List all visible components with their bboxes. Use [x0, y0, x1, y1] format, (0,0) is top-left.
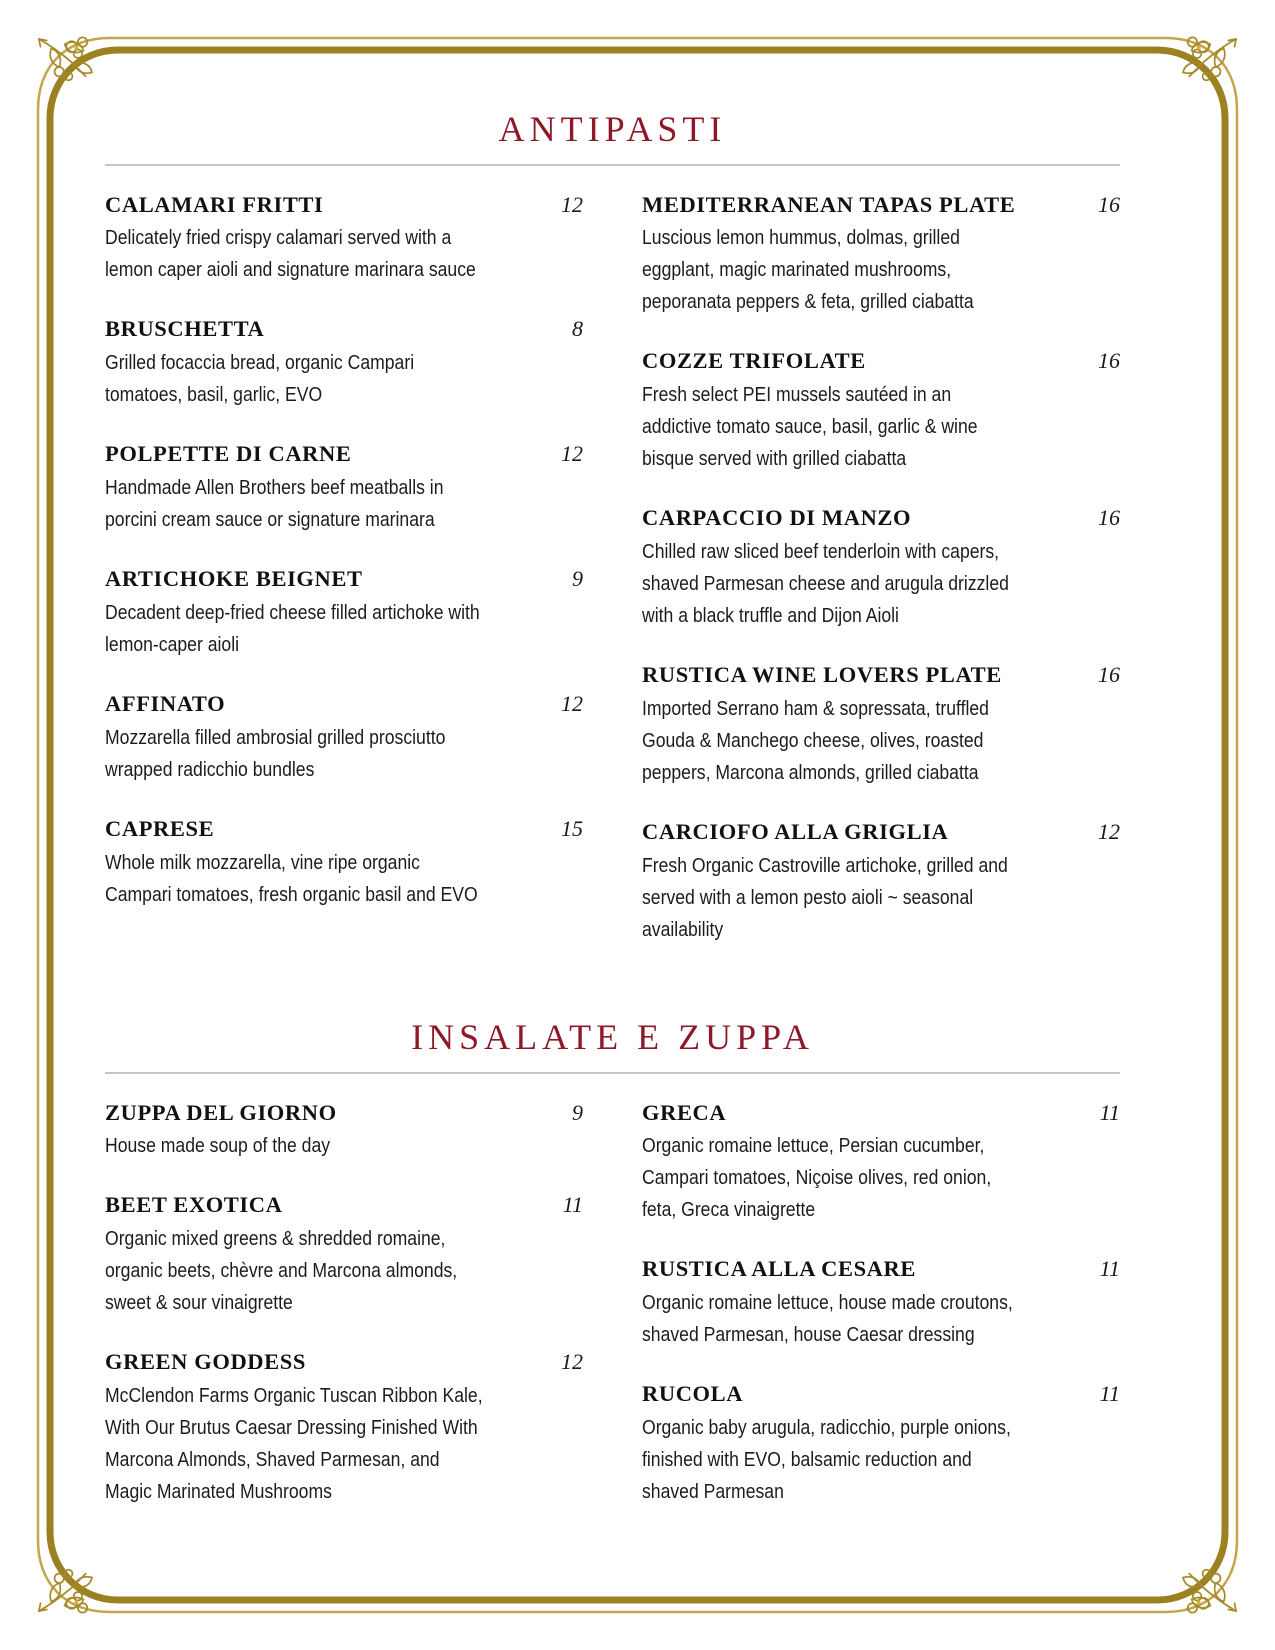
- menu-item-description: Whole milk mozzarella, vine ripe organic Campari tomatoes, fresh organic basil and EVO: [105, 851, 478, 906]
- menu-item-header: [105, 566, 583, 592]
- menu-item-header: [642, 819, 1120, 845]
- menu-item-description: Delicately fried crispy calamari served with a lemon caper aioli and signature marinara sauce: [105, 227, 476, 282]
- menu-item-name: AFFINATO: [105, 691, 226, 717]
- menu-content: [105, 110, 1120, 1508]
- menu-item[interactable]: [105, 816, 583, 911]
- menu-item[interactable]: [642, 1381, 1120, 1508]
- section-title-insalate-e-zuppa: INSALATE E ZUPPA: [411, 1016, 814, 1057]
- menu-item-name: CARCIOFO ALLA GRIGLIA: [642, 819, 949, 845]
- menu-item-header: [105, 441, 583, 467]
- section-columns: [105, 1100, 1120, 1509]
- menu-item-description: Chilled raw sliced beef tenderloin with capers, shaved Parmesan cheese and arugula drizzled with a black truffle and Dijon Aioli: [642, 541, 1009, 628]
- menu-item-name: COZZE TRIFOLATE: [642, 348, 866, 374]
- menu-item-description: Fresh select PEI mussels sautéed in an addictive tomato sauce, basil, garlic & wine bisque served with grilled ciabatta: [642, 384, 978, 471]
- menu-item[interactable]: [105, 691, 583, 786]
- menu-item-name: GRECA: [642, 1099, 727, 1125]
- menu-item-price: 11: [1099, 1381, 1120, 1407]
- menu-item-header: [642, 1256, 1120, 1282]
- menu-item[interactable]: [642, 1256, 1120, 1351]
- menu-item[interactable]: [105, 1349, 583, 1508]
- section-columns: [105, 192, 1120, 946]
- menu-item-description: House made soup of the day: [105, 1135, 331, 1158]
- antipasti-left-column: [105, 192, 583, 911]
- menu-item-price: 12: [561, 1349, 583, 1375]
- menu-item-description: Fresh Organic Castroville artichoke, grilled and served with a lemon pesto aioli ~ seasonal availability: [642, 854, 1008, 941]
- menu-item-price: 12: [561, 191, 583, 217]
- ornament-bottom-left: [39, 1570, 92, 1613]
- menu-item-price: 16: [1098, 191, 1120, 217]
- menu-item-name: CARPACCIO DI MANZO: [642, 505, 912, 531]
- menu-item[interactable]: [642, 505, 1120, 632]
- menu-item-name: RUSTICA WINE LOVERS PLATE: [642, 662, 1002, 688]
- menu-item-description: McClendon Farms Organic Tuscan Ribbon Kale, With Our Brutus Caesar Dressing Finished With Marcona Almonds, Shaved Parmesan, and Magic Marinated Mushrooms: [105, 1385, 483, 1504]
- menu-item-header: [105, 192, 583, 218]
- menu-item-name: CALAMARI FRITTI: [105, 191, 324, 217]
- menu-item-header: [105, 1349, 583, 1375]
- menu-section-insalate-e-zuppa: [105, 1018, 1120, 1508]
- menu-item-price: 12: [561, 441, 583, 467]
- menu-item[interactable]: [105, 316, 583, 411]
- menu-item-header: [642, 1381, 1120, 1407]
- menu-item[interactable]: [642, 1100, 1120, 1227]
- menu-item-price: 12: [1098, 819, 1120, 845]
- menu-item-header: [105, 1100, 583, 1126]
- menu-item[interactable]: [105, 1100, 583, 1163]
- menu-item-price: 12: [561, 691, 583, 717]
- menu-item-description: Organic mixed greens & shredded romaine, organic beets, chèvre and Marcona almonds, sweet & sour vinaigrette: [105, 1228, 458, 1315]
- menu-item[interactable]: [642, 348, 1120, 475]
- menu-item[interactable]: [642, 819, 1120, 946]
- menu-item[interactable]: [642, 192, 1120, 319]
- menu-item-header: [642, 1100, 1120, 1126]
- menu-item-price: 9: [572, 1099, 583, 1125]
- menu-item-description: Imported Serrano ham & sopressata, truffled Gouda & Manchego cheese, olives, roasted peppers, Marcona almonds, grilled ciabatta: [642, 698, 989, 785]
- menu-item-header: [105, 316, 583, 342]
- insalate-left-column: [105, 1100, 583, 1509]
- menu-item[interactable]: [105, 566, 583, 661]
- menu-item-description: Organic romaine lettuce, house made croutons, shaved Parmesan, house Caesar dressing: [642, 1292, 1013, 1347]
- menu-item-header: [105, 816, 583, 842]
- menu-item-description: Luscious lemon hummus, dolmas, grilled eggplant, magic marinated mushrooms, peporanata peppers & feta, grilled ciabatta: [642, 227, 974, 314]
- antipasti-right-column: [642, 192, 1120, 946]
- menu-item-price: 9: [572, 566, 583, 592]
- menu-item-price: 8: [572, 316, 583, 342]
- menu-item-price: 11: [1099, 1256, 1120, 1282]
- menu-item-name: MEDITERRANEAN TAPAS PLATE: [642, 191, 1016, 217]
- menu-item-price: 15: [561, 815, 583, 841]
- menu-item-price: 16: [1098, 348, 1120, 374]
- menu-item-name: BRUSCHETTA: [105, 316, 265, 342]
- menu-item-name: ZUPPA DEL GIORNO: [105, 1099, 337, 1125]
- insalate-right-column: [642, 1100, 1120, 1509]
- section-title-antipasti: ANTIPASTI: [498, 109, 727, 149]
- menu-item[interactable]: [105, 441, 583, 536]
- ornament-top-right: [1183, 37, 1236, 80]
- section-divider-antipasti: [105, 164, 1120, 166]
- menu-item-name: RUSTICA ALLA CESARE: [642, 1256, 916, 1282]
- menu-item-name: POLPETTE DI CARNE: [105, 441, 352, 467]
- menu-item-header: [105, 1192, 583, 1218]
- section-divider-insalate-e-zuppa: [105, 1072, 1120, 1074]
- menu-item[interactable]: [105, 1192, 583, 1319]
- menu-item-name: GREEN GODDESS: [105, 1349, 306, 1375]
- menu-item[interactable]: [642, 662, 1120, 789]
- menu-item-name: ARTICHOKE BEIGNET: [105, 566, 363, 592]
- menu-item[interactable]: [105, 192, 583, 287]
- menu-item-name: RUCOLA: [642, 1381, 744, 1407]
- menu-item-description: Grilled focaccia bread, organic Campari tomatoes, basil, garlic, EVO: [105, 352, 415, 407]
- menu-item-price: 16: [1098, 505, 1120, 531]
- menu-item-header: [105, 691, 583, 717]
- ornament-top-left: [39, 37, 92, 80]
- menu-item-description: Mozzarella filled ambrosial grilled prosciutto wrapped radicchio bundles: [105, 726, 446, 781]
- menu-item-description: Handmade Allen Brothers beef meatballs in porcini cream sauce or signature marinara: [105, 477, 444, 532]
- menu-item-header: [642, 662, 1120, 688]
- menu-item-header: [642, 348, 1120, 374]
- menu-item-price: 16: [1098, 662, 1120, 688]
- menu-item-header: [642, 192, 1120, 218]
- menu-section-antipasti: [105, 110, 1120, 946]
- ornament-bottom-right: [1183, 1570, 1236, 1613]
- menu-item-description: Decadent deep-fried cheese filled artichoke with lemon-caper aioli: [105, 602, 480, 657]
- menu-item-header: [642, 505, 1120, 531]
- menu-item-description: Organic baby arugula, radicchio, purple onions, finished with EVO, balsamic reduction and shaved Parmesan: [642, 1417, 1011, 1504]
- menu-item-name: BEET EXOTICA: [105, 1192, 283, 1218]
- menu-item-price: 11: [562, 1192, 583, 1218]
- menu-item-description: Organic romaine lettuce, Persian cucumber, Campari tomatoes, Niçoise olives, red onion, feta, Greca vinaigrette: [642, 1135, 992, 1222]
- menu-item-price: 11: [1099, 1099, 1120, 1125]
- menu-item-name: CAPRESE: [105, 815, 215, 841]
